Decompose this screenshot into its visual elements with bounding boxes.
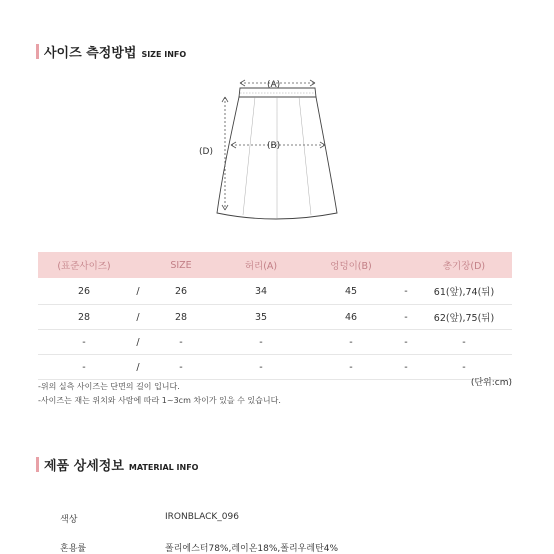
label-d: (D)	[199, 147, 213, 157]
info-row-material	[60, 541, 339, 554]
size-table-header	[38, 252, 512, 278]
header-std-size: (표준사이즈)	[38, 252, 130, 278]
size-note-2: -사이즈는 재는 위치와 사람에 따라 1~3cm 차이가 있을 수 있습니다.	[38, 396, 281, 405]
skirt-diagram	[195, 75, 355, 225]
size-title-en: SIZE INFO	[141, 50, 187, 59]
label-a: (A)	[267, 80, 281, 90]
header-length: 총기장(D)	[416, 252, 512, 278]
header-waist: 허리(A)	[216, 252, 306, 278]
size-note-1: -위의 실측 사이즈는 단면의 길이 입니다.	[38, 382, 180, 391]
table-row: - / - - - - -	[38, 355, 512, 380]
color-label: 색상	[60, 515, 78, 525]
material-section-title	[36, 455, 198, 474]
header-hip: 엉덩이(B)	[306, 252, 396, 278]
size-title-ko: 사이즈 측정방법	[44, 46, 137, 61]
table-row: 28 / 28 35 46 - 62(앞),75(뒤)	[38, 305, 512, 330]
size-table	[38, 252, 512, 380]
table-row: 26 / 26 34 45 - 61(앞),74(뒤)	[38, 278, 512, 305]
material-title-en: MATERIAL INFO	[128, 463, 199, 472]
color-value: IRONBLACK_096	[165, 512, 239, 522]
label-b: (B)	[267, 141, 281, 151]
material-title-ko: 제품 상세정보	[44, 459, 124, 474]
size-section-title	[36, 42, 186, 61]
material-label: 혼용률	[60, 544, 87, 554]
unit-label: (단위:cm)	[470, 378, 512, 388]
header-size: SIZE	[146, 252, 216, 278]
material-value: 폴리에스터78%,레이온18%,폴리우레탄4%	[165, 544, 339, 554]
info-row-color	[60, 512, 239, 525]
table-row: - / - - - - -	[38, 330, 512, 355]
